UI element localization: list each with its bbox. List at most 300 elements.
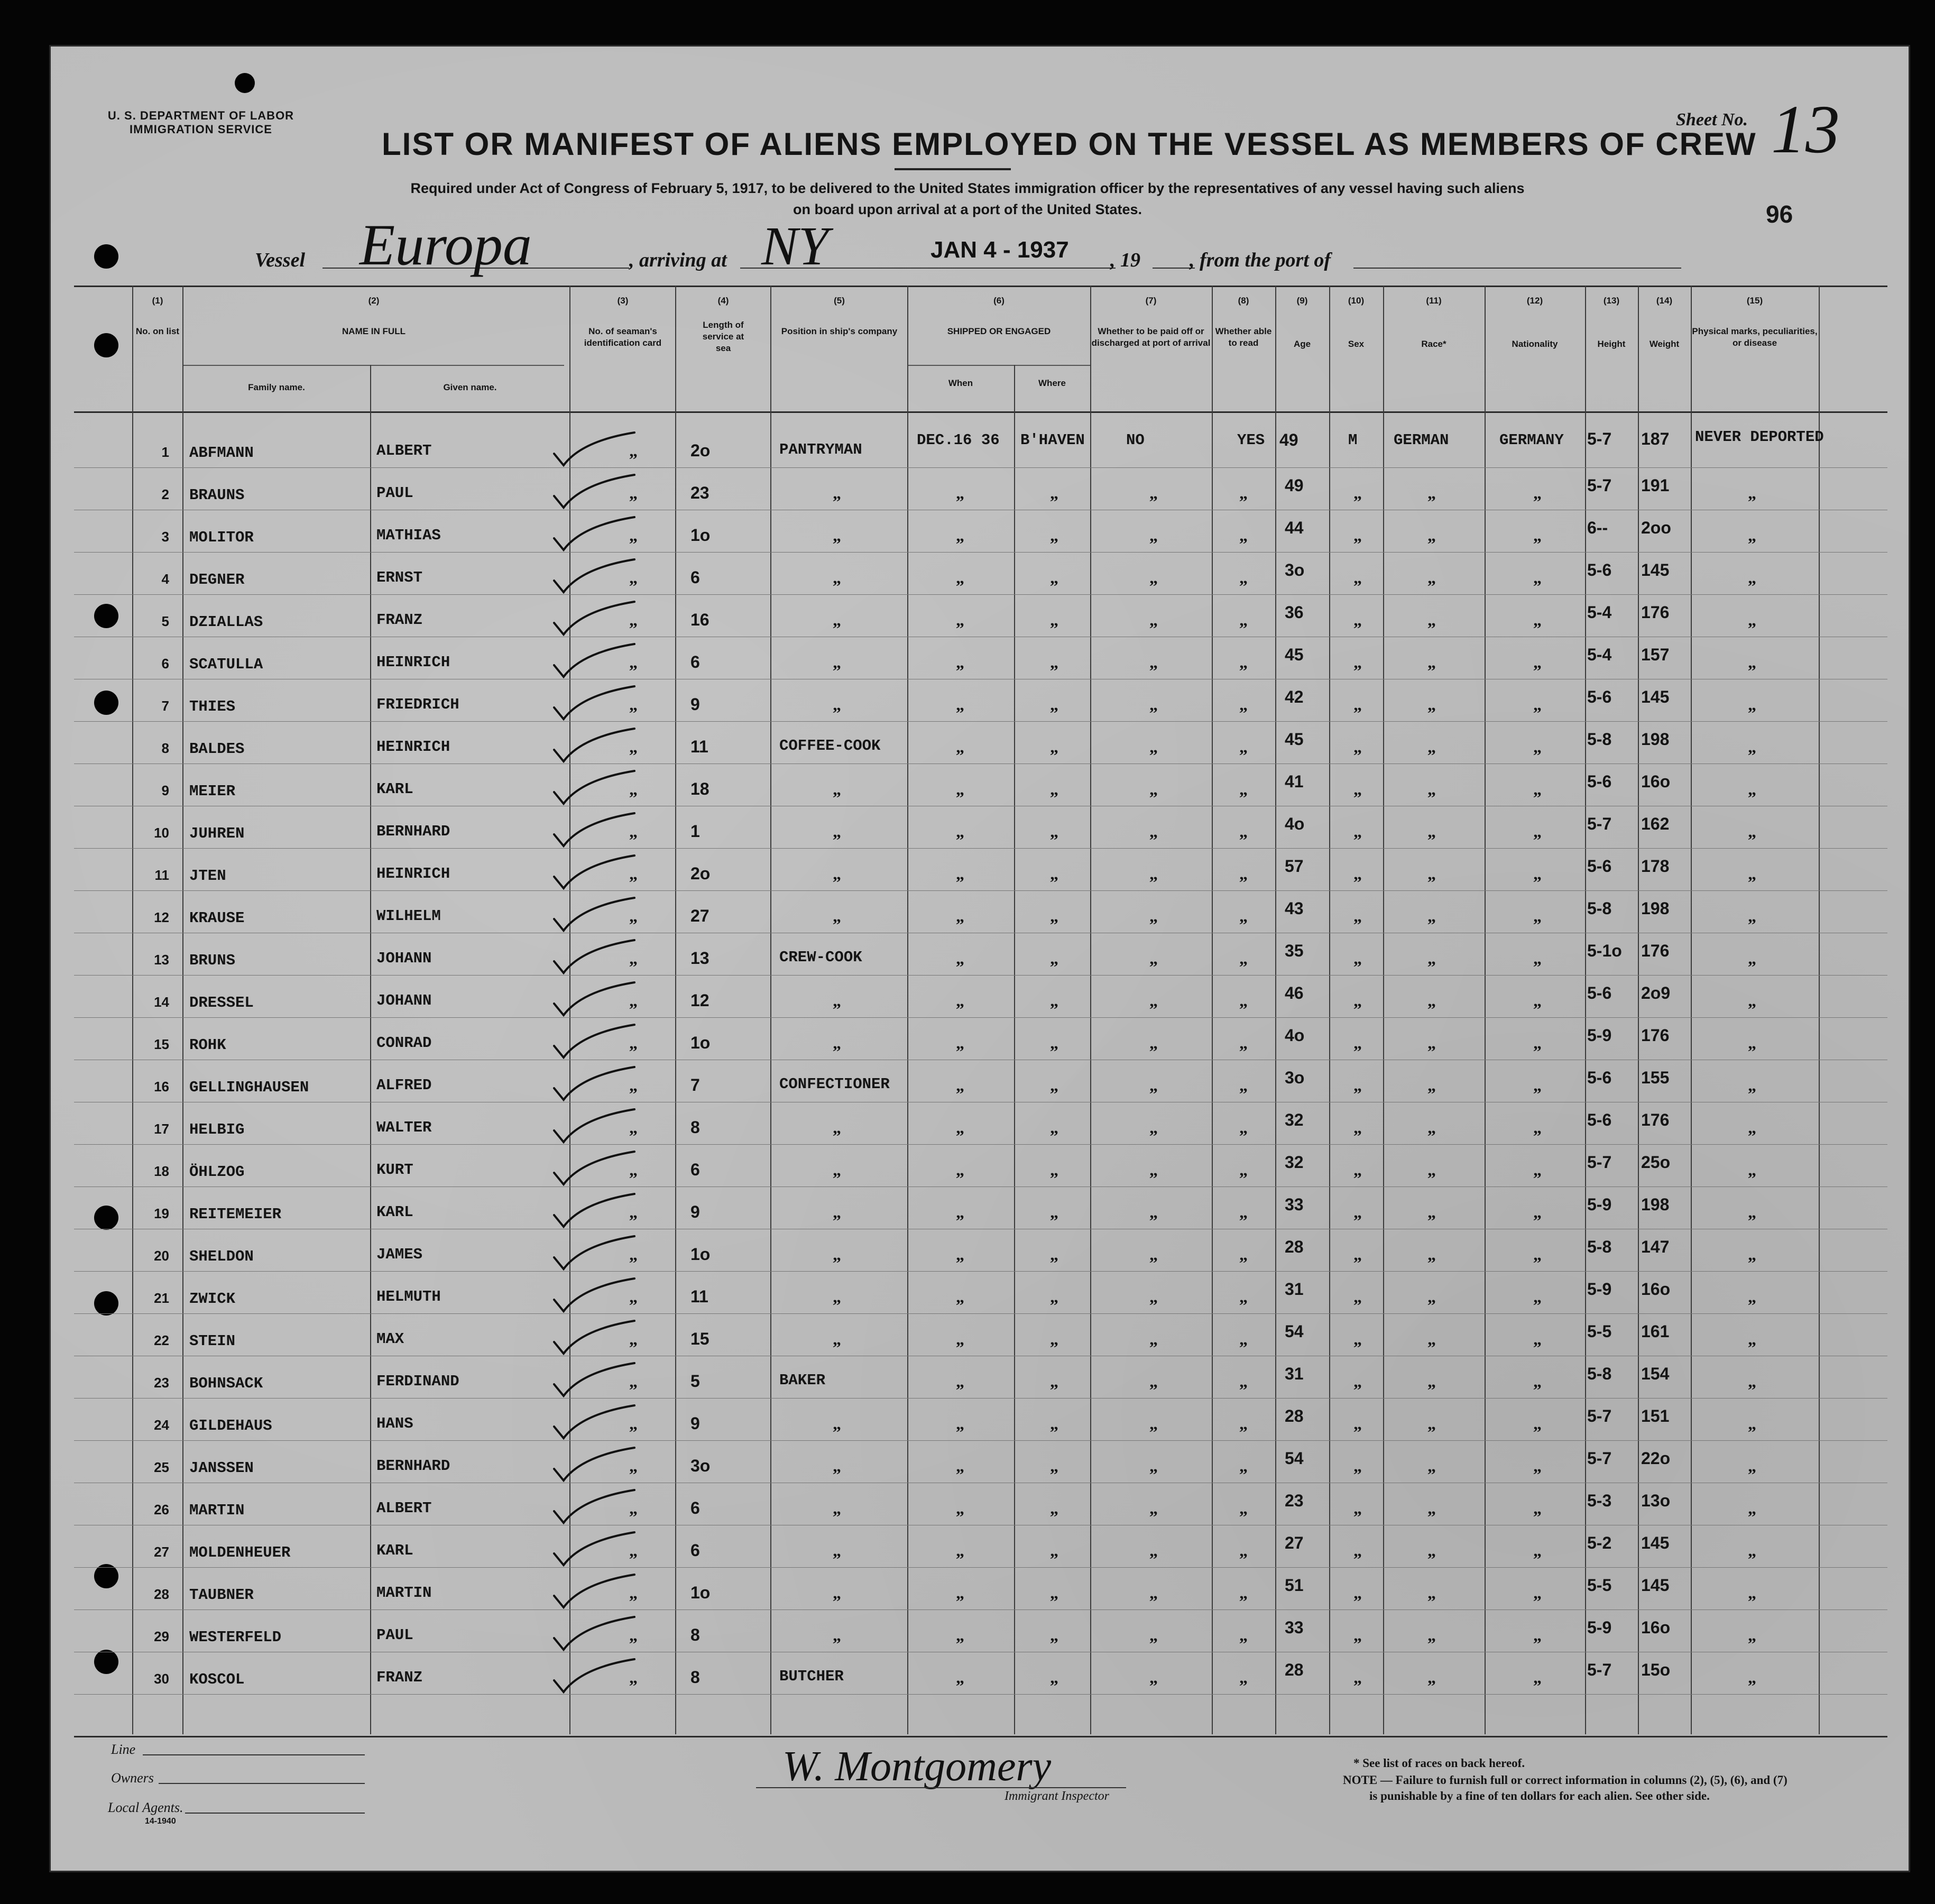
agency-name: U. S. DEPARTMENT OF LABOR xyxy=(107,109,294,122)
physical-marks-ditto: „ xyxy=(1748,737,1756,756)
physical-marks-ditto: „ xyxy=(1748,1583,1756,1602)
sex-ditto: „ xyxy=(1353,991,1362,1010)
shipped-where-ditto: „ xyxy=(1050,906,1058,925)
id-card-ditto: „ xyxy=(629,737,638,756)
shipped-where-ditto: „ xyxy=(1050,991,1058,1010)
family-name: THIES xyxy=(189,698,236,715)
col12-number: (12) xyxy=(1526,296,1543,306)
age: 3o xyxy=(1285,1068,1305,1087)
height: 5-4 xyxy=(1587,645,1612,664)
position-ditto: „ xyxy=(833,652,841,672)
age: 46 xyxy=(1285,983,1304,1002)
row-number: 14 xyxy=(154,994,169,1010)
id-card-ditto: „ xyxy=(629,949,638,968)
family-name: BRAUNS xyxy=(189,486,245,504)
shipped-where-ditto: „ xyxy=(1050,1372,1058,1391)
given-name: CONRAD xyxy=(376,1034,432,1052)
height: 5-6 xyxy=(1587,560,1612,580)
col15-number: (15) xyxy=(1746,296,1763,306)
age: 31 xyxy=(1285,1364,1304,1383)
id-card-ditto: „ xyxy=(629,1075,638,1094)
paid-off-ditto: „ xyxy=(1149,1498,1158,1517)
height: 5-7 xyxy=(1587,814,1612,833)
arrival-date: JAN 4 - 1937 xyxy=(930,237,1069,263)
given-name: FRANZ xyxy=(376,611,423,629)
given-name: BERNHARD xyxy=(376,1457,450,1475)
height: 5-4 xyxy=(1587,603,1612,622)
position-ditto: „ xyxy=(833,1118,841,1137)
row-rule xyxy=(74,1186,1887,1187)
race-ditto: „ xyxy=(1427,1202,1436,1221)
shipped-where-ditto: „ xyxy=(1050,1414,1058,1433)
id-card-ditto: „ xyxy=(629,695,638,714)
row-rule xyxy=(74,975,1887,976)
shipped-where-ditto: „ xyxy=(1050,1118,1058,1137)
inspector-signature: W. Montgomery xyxy=(782,1743,1052,1790)
race-ditto: „ xyxy=(1427,906,1436,925)
age: 4o xyxy=(1285,1026,1305,1045)
races-note: * See list of races on back hereof. xyxy=(1353,1756,1525,1770)
row-number: 6 xyxy=(161,656,169,672)
col3-number: (3) xyxy=(617,296,629,306)
signature-underline xyxy=(756,1787,1126,1788)
id-card-ditto: „ xyxy=(629,991,638,1010)
shipped-when-ditto: „ xyxy=(956,695,964,714)
read-ditto: „ xyxy=(1239,1329,1248,1348)
service-length: 11 xyxy=(690,737,708,756)
physical-marks-ditto: „ xyxy=(1748,695,1756,714)
col6-number: (6) xyxy=(993,296,1005,306)
arriving-port: NY xyxy=(761,216,829,277)
physical-marks-ditto: „ xyxy=(1748,991,1756,1010)
row-number: 16 xyxy=(154,1079,169,1094)
sex-ditto: „ xyxy=(1353,906,1362,925)
weight: 187 xyxy=(1641,429,1670,448)
physical-marks-ditto: „ xyxy=(1748,1287,1756,1306)
age: 28 xyxy=(1285,1660,1304,1679)
row-rule xyxy=(74,552,1887,553)
paid-off-ditto: „ xyxy=(1149,1329,1158,1348)
row-number: 27 xyxy=(154,1544,169,1560)
read-ditto: „ xyxy=(1239,483,1248,502)
service-length: 27 xyxy=(690,906,710,925)
shipped-when-ditto: „ xyxy=(956,1033,964,1052)
shipped-where-ditto: „ xyxy=(1050,1287,1058,1306)
read-ditto: „ xyxy=(1239,1202,1248,1221)
weight: 2oo xyxy=(1641,518,1671,537)
height: 5-9 xyxy=(1587,1280,1612,1299)
sex-ditto: „ xyxy=(1353,1160,1362,1179)
position: BUTCHER xyxy=(779,1668,844,1685)
shipped-where-ditto: „ xyxy=(1050,1075,1058,1094)
nationality-ditto: „ xyxy=(1533,652,1542,672)
sex-ditto: „ xyxy=(1353,779,1362,798)
family-name: MARTIN xyxy=(189,1502,245,1519)
race-ditto: „ xyxy=(1427,1541,1436,1560)
id-card-ditto: „ xyxy=(629,568,638,587)
shipped-where-ditto: „ xyxy=(1050,822,1058,841)
sex-ditto: „ xyxy=(1353,1414,1362,1433)
given-name: MARTIN xyxy=(376,1584,432,1602)
col13-number: (13) xyxy=(1603,296,1620,306)
height: 5-9 xyxy=(1587,1026,1612,1045)
given-name: JAMES xyxy=(376,1246,423,1263)
row-number: 23 xyxy=(154,1375,169,1391)
physical-marks-ditto: „ xyxy=(1748,652,1756,672)
race-ditto: „ xyxy=(1427,652,1436,672)
id-card-ditto: „ xyxy=(629,1287,638,1306)
physical-marks-ditto: „ xyxy=(1748,906,1756,925)
col8-header: Whether able to read xyxy=(1215,326,1272,348)
row-number: 9 xyxy=(161,783,169,798)
row-number: 19 xyxy=(154,1206,169,1221)
given-name: KARL xyxy=(376,780,413,798)
position-ditto: „ xyxy=(833,483,841,502)
sex-ditto: „ xyxy=(1353,1541,1362,1560)
read-ditto: „ xyxy=(1239,1245,1248,1264)
age: 36 xyxy=(1285,603,1304,622)
sex-ditto: „ xyxy=(1353,1498,1362,1517)
name-header-rule xyxy=(182,365,564,366)
paid-off-ditto: „ xyxy=(1149,1118,1158,1137)
shipped-where-ditto: „ xyxy=(1050,526,1058,545)
id-card-ditto: „ xyxy=(629,1245,638,1264)
family-name: JANSSEN xyxy=(189,1459,254,1477)
given-name: WILHELM xyxy=(376,907,441,925)
height: 5-5 xyxy=(1587,1576,1612,1595)
physical-marks-ditto: „ xyxy=(1748,1414,1756,1433)
row-number: 3 xyxy=(161,529,169,545)
read-ditto: „ xyxy=(1239,1118,1248,1137)
row-number: 5 xyxy=(161,613,169,629)
shipped-when-ditto: „ xyxy=(956,1625,964,1644)
family-name: SHELDON xyxy=(189,1248,254,1265)
sex-ditto: „ xyxy=(1353,822,1362,841)
weight: 178 xyxy=(1641,857,1670,876)
shipped-when-ditto: „ xyxy=(956,1160,964,1179)
height: 5-3 xyxy=(1587,1491,1612,1510)
col7-header: Whether to be paid off or discharged at port of arrival xyxy=(1091,326,1211,348)
given-name: ERNST xyxy=(376,569,423,586)
service-length: 9 xyxy=(690,1414,700,1433)
id-card-ditto: „ xyxy=(629,1372,638,1391)
weight: 155 xyxy=(1641,1068,1670,1087)
subtitle-line-1: Required under Act of Congress of February 5, 1917, to be delivered to the United States immigration officer by the representatives of any vessel having such aliens xyxy=(410,180,1525,196)
weight: 145 xyxy=(1641,1576,1670,1595)
col11-header: Race* xyxy=(1421,339,1446,349)
service-length: 8 xyxy=(690,1625,700,1644)
sex-ditto: „ xyxy=(1353,949,1362,968)
id-card-ditto: „ xyxy=(629,441,638,460)
shipped-when-ditto: „ xyxy=(956,1118,964,1137)
paid-off-ditto: „ xyxy=(1149,1668,1158,1687)
nationality-ditto: „ xyxy=(1533,1118,1542,1137)
height: 5-7 xyxy=(1587,1406,1612,1425)
weight: 176 xyxy=(1641,603,1670,622)
nationality-ditto: „ xyxy=(1533,1498,1542,1517)
age: 51 xyxy=(1285,1576,1304,1595)
age: 32 xyxy=(1285,1110,1304,1129)
age: 57 xyxy=(1285,857,1304,876)
service-length: 9 xyxy=(690,695,700,714)
from-port-label: , from the port of xyxy=(1190,249,1331,271)
age: 28 xyxy=(1285,1406,1304,1425)
physical-marks-ditto: „ xyxy=(1748,1075,1756,1094)
shipped-when-ditto: „ xyxy=(956,1372,964,1391)
date-underline xyxy=(920,268,1116,269)
row-rule xyxy=(74,1398,1887,1399)
nationality-ditto: „ xyxy=(1533,1583,1542,1602)
physical-marks: NEVER DEPORTED xyxy=(1695,428,1824,446)
paid-off-ditto: „ xyxy=(1149,1372,1158,1391)
physical-marks-ditto: „ xyxy=(1748,949,1756,968)
position-ditto: „ xyxy=(833,906,841,925)
race-ditto: „ xyxy=(1427,1245,1436,1264)
id-card-ditto: „ xyxy=(629,1202,638,1221)
weight: 151 xyxy=(1641,1406,1670,1425)
shipped-where-ditto: „ xyxy=(1050,864,1058,883)
read-ditto: „ xyxy=(1239,1033,1248,1052)
from-port-underline xyxy=(1353,268,1681,269)
read-ditto: „ xyxy=(1239,1372,1248,1391)
family-name: ZWICK xyxy=(189,1290,236,1308)
row-number: 18 xyxy=(154,1163,169,1179)
weight: 145 xyxy=(1641,687,1670,706)
read-ditto: „ xyxy=(1239,1625,1248,1644)
paid-off-ditto: „ xyxy=(1149,652,1158,672)
position-ditto: „ xyxy=(833,610,841,629)
shipped-where-ditto: „ xyxy=(1050,610,1058,629)
position-ditto: „ xyxy=(833,1329,841,1348)
position-ditto: „ xyxy=(833,695,841,714)
shipped-when-ditto: „ xyxy=(956,1329,964,1348)
crew-table xyxy=(74,286,1887,1737)
physical-marks-ditto: „ xyxy=(1748,568,1756,587)
service-length: 16 xyxy=(690,610,710,629)
row-rule xyxy=(74,467,1887,468)
age: 31 xyxy=(1285,1280,1304,1299)
sheet-number: 13 xyxy=(1771,91,1840,168)
weight: 161 xyxy=(1641,1322,1670,1341)
col9-number: (9) xyxy=(1296,296,1308,306)
race-ditto: „ xyxy=(1427,1118,1436,1137)
row-rule xyxy=(74,594,1887,595)
sex-ditto: „ xyxy=(1353,1456,1362,1475)
shipped-when-ditto: „ xyxy=(956,1668,964,1687)
family-name: TAUBNER xyxy=(189,1586,254,1604)
col10-header: Sex xyxy=(1348,339,1365,349)
service-length: 5 xyxy=(690,1372,700,1391)
year-prefix: , 19 xyxy=(1110,249,1140,271)
read-ditto: „ xyxy=(1239,1075,1248,1094)
paid-off-ditto: „ xyxy=(1149,737,1158,756)
row-number: 22 xyxy=(154,1332,169,1348)
position-ditto: „ xyxy=(833,1625,841,1644)
row-rule xyxy=(74,848,1887,849)
race-ditto: „ xyxy=(1427,1033,1436,1052)
id-card-ditto: „ xyxy=(629,1625,638,1644)
col6-header: SHIPPED OR ENGAGED xyxy=(947,326,1051,336)
sex-ditto: „ xyxy=(1353,526,1362,545)
physical-marks-ditto: „ xyxy=(1748,779,1756,798)
nationality-ditto: „ xyxy=(1533,1668,1542,1687)
col2-header: NAME IN FULL xyxy=(342,326,406,336)
race-ditto: „ xyxy=(1427,864,1436,883)
able-to-read: YES xyxy=(1237,431,1265,449)
row-rule xyxy=(74,721,1887,722)
race-ditto: „ xyxy=(1427,483,1436,502)
position-ditto: „ xyxy=(833,568,841,587)
service-length: 9 xyxy=(690,1202,700,1221)
row-number: 8 xyxy=(161,740,169,756)
nationality-ditto: „ xyxy=(1533,779,1542,798)
row-number: 15 xyxy=(154,1036,169,1052)
read-ditto: „ xyxy=(1239,1668,1248,1687)
shipped-where-ditto: „ xyxy=(1050,1202,1058,1221)
paid-off-ditto: „ xyxy=(1149,1033,1158,1052)
service-length: 1o xyxy=(690,1583,711,1602)
col7-number: (7) xyxy=(1145,296,1157,306)
given-name: JOHANN xyxy=(376,992,432,1009)
given-name: KARL xyxy=(376,1542,413,1559)
physical-marks-ditto: „ xyxy=(1748,864,1756,883)
shipped-when-ditto: „ xyxy=(956,652,964,672)
nationality-ditto: „ xyxy=(1533,1202,1542,1221)
paid-off-ditto: „ xyxy=(1149,1245,1158,1264)
family-name: GILDEHAUS xyxy=(189,1417,272,1434)
row-number: 29 xyxy=(154,1629,169,1644)
id-card-ditto: „ xyxy=(629,1668,638,1687)
service-length: 6 xyxy=(690,1541,700,1560)
nationality-ditto: „ xyxy=(1533,1160,1542,1179)
given-name: HANS xyxy=(376,1415,413,1432)
race-ditto: „ xyxy=(1427,1329,1436,1348)
inspector-label: Immigrant Inspector xyxy=(1005,1789,1109,1803)
shipped-when: DEC.16 36 xyxy=(917,431,1000,449)
service-length: 1 xyxy=(690,822,700,841)
given-name: ALFRED xyxy=(376,1077,432,1094)
row-number: 17 xyxy=(154,1121,169,1137)
height: 5-7 xyxy=(1587,476,1612,495)
form-code: 14-1940 xyxy=(145,1817,176,1826)
given-name: HEINRICH xyxy=(376,865,450,882)
physical-marks-ditto: „ xyxy=(1748,1668,1756,1687)
shipped-where-ditto: „ xyxy=(1050,1456,1058,1475)
nationality-ditto: „ xyxy=(1533,483,1542,502)
col4-header: Length of service at sea xyxy=(702,320,744,353)
paid-off: NO xyxy=(1126,431,1145,449)
agents-underline xyxy=(185,1813,365,1814)
shipped-when-ditto: „ xyxy=(956,483,964,502)
age: 49 xyxy=(1285,476,1304,495)
family-name: GELLINGHAUSEN xyxy=(189,1079,309,1096)
nationality-ditto: „ xyxy=(1533,949,1542,968)
paid-off-ditto: „ xyxy=(1149,1541,1158,1560)
physical-marks-ditto: „ xyxy=(1748,1033,1756,1052)
physical-marks-ditto: „ xyxy=(1748,1625,1756,1644)
sex: M xyxy=(1348,431,1358,449)
given-name: WALTER xyxy=(376,1119,432,1136)
height: 5-7 xyxy=(1587,1153,1612,1172)
height: 5-1o xyxy=(1587,941,1622,960)
race-ditto: „ xyxy=(1427,1498,1436,1517)
race-ditto: „ xyxy=(1427,1372,1436,1391)
row-rule xyxy=(74,890,1887,891)
weight: 176 xyxy=(1641,941,1670,960)
owners-label: Owners xyxy=(111,1770,154,1786)
position-ditto: „ xyxy=(833,1541,841,1560)
sex-ditto: „ xyxy=(1353,1329,1362,1348)
weight: 16o xyxy=(1641,772,1671,791)
form-title: LIST OR MANIFEST OF ALIENS EMPLOYED ON THE VESSEL AS MEMBERS OF CREW xyxy=(382,126,1757,162)
paid-off-ditto: „ xyxy=(1149,991,1158,1010)
col3-header: No. of seaman's identification card xyxy=(584,326,662,348)
line-underline xyxy=(143,1754,365,1755)
sex-ditto: „ xyxy=(1353,1033,1362,1052)
physical-marks-ditto: „ xyxy=(1748,1202,1756,1221)
family-name: HELBIG xyxy=(189,1121,245,1138)
col2a-header: Family name. xyxy=(248,382,305,392)
weight: 16o xyxy=(1641,1280,1671,1299)
position-ditto: „ xyxy=(833,526,841,545)
weight: 22o xyxy=(1641,1449,1671,1468)
given-name: FRIEDRICH xyxy=(376,696,459,713)
service-length: 11 xyxy=(690,1287,708,1306)
nationality-ditto: „ xyxy=(1533,1287,1542,1306)
paid-off-ditto: „ xyxy=(1149,779,1158,798)
nationality-ditto: „ xyxy=(1533,1075,1542,1094)
given-name: ALBERT xyxy=(376,1500,432,1517)
id-card-ditto: „ xyxy=(629,1541,638,1560)
height: 5-7 xyxy=(1587,1449,1612,1468)
paid-off-ditto: „ xyxy=(1149,906,1158,925)
race: GERMAN xyxy=(1394,431,1449,449)
id-card-ditto: „ xyxy=(629,1583,638,1602)
nationality-ditto: „ xyxy=(1533,1414,1542,1433)
row-rule xyxy=(74,1144,1887,1145)
row-rule xyxy=(74,1609,1887,1610)
race-ditto: „ xyxy=(1427,526,1436,545)
family-name: DRESSEL xyxy=(189,994,254,1011)
shipped-where-ditto: „ xyxy=(1050,1541,1058,1560)
height: 5-8 xyxy=(1587,1237,1612,1256)
shipped-when-ditto: „ xyxy=(956,568,964,587)
col14-header: Weight xyxy=(1649,339,1680,349)
given-name: ALBERT xyxy=(376,442,432,459)
shipped-where-ditto: „ xyxy=(1050,1583,1058,1602)
family-name: KOSCOL xyxy=(189,1671,245,1688)
family-name: MEIER xyxy=(189,783,236,800)
position-ditto: „ xyxy=(833,1245,841,1264)
paid-off-ditto: „ xyxy=(1149,610,1158,629)
sex-ditto: „ xyxy=(1353,1287,1362,1306)
nationality-ditto: „ xyxy=(1533,1456,1542,1475)
weight: 198 xyxy=(1641,899,1670,918)
paid-off-ditto: „ xyxy=(1149,1160,1158,1179)
weight: 176 xyxy=(1641,1110,1670,1129)
race-ditto: „ xyxy=(1427,991,1436,1010)
read-ditto: „ xyxy=(1239,1414,1248,1433)
sex-ditto: „ xyxy=(1353,1583,1362,1602)
given-name: PAUL xyxy=(376,484,413,502)
family-name: JTEN xyxy=(189,867,226,885)
read-ditto: „ xyxy=(1239,526,1248,545)
sex-ditto: „ xyxy=(1353,610,1362,629)
vessel-label: Vessel xyxy=(255,249,305,271)
weight: 145 xyxy=(1641,560,1670,580)
family-name: WESTERFELD xyxy=(189,1629,282,1646)
row-rule xyxy=(74,1017,1887,1018)
